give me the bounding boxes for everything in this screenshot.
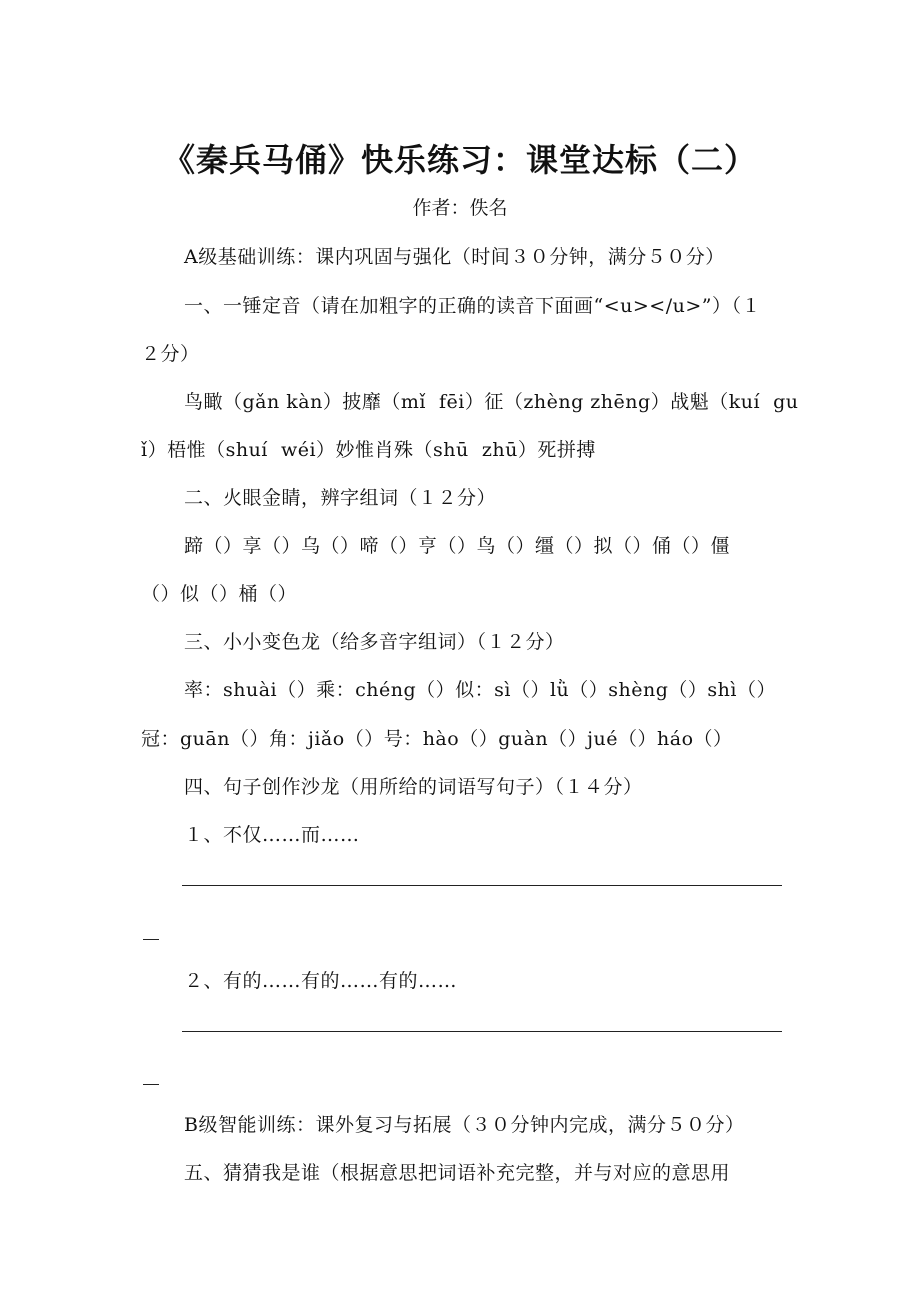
question-1-items: 鸟瞰（gǎn kàn）披靡（mǐ fēi）征（zhèng zhēng）战魁（kuí gu [184, 391, 799, 413]
question-1-instruction: 一、一锤定音（请在加粗字的正确的读音下面画“<u></u>”）（１ [184, 295, 761, 317]
question-4-instruction: 四、句子创作沙龙（用所给的词语写句子）（１４分） [184, 776, 643, 798]
answer-line-2-cont [143, 1084, 159, 1085]
section-b-heading: B级智能训练：课外复习与拓展（３０分钟内完成，满分５０分） [184, 1114, 745, 1136]
question-2-instruction: 二、火眼金睛，辨字组词（１２分） [184, 487, 497, 509]
question-1-items-cont: ǐ）梧惟（shuí wéi）妙惟肖殊（shū zhū）死拼搏 [141, 439, 596, 461]
question-1-instruction-cont: ２分） [141, 343, 200, 365]
answer-line-2[interactable] [182, 1031, 782, 1032]
answer-line-1-cont [143, 939, 159, 940]
question-5-instruction: 五、猜猜我是谁（根据意思把词语补充完整，并与对应的意思用 [184, 1162, 731, 1184]
answer-line-1[interactable] [182, 885, 782, 886]
question-3-items-cont: 冠：guān（）角：jiǎo（）号：hào（）guàn（）jué（）háo（） [141, 728, 733, 750]
document-title: 《秦兵马俑》快乐练习：课堂达标（二） [162, 141, 757, 179]
question-3-instruction: 三、小小变色龙（给多音字组词）（１２分） [184, 631, 565, 653]
question-4-item-2: ２、有的……有的……有的…… [184, 970, 458, 992]
question-3-items: 率：shuài（）乘：chéng（）似：sì（）lǜ（）shèng（）shì（） [184, 679, 776, 701]
question-4-item-1: １、不仅……而…… [184, 824, 360, 846]
author-line: 作者：佚名 [412, 197, 508, 219]
section-a-heading: A级基础训练：课内巩固与强化（时间３０分钟，满分５０分） [184, 246, 725, 268]
question-2-items: 蹄（）享（）乌（）啼（）亨（）鸟（）缰（）拟（）俑（）僵 [184, 535, 731, 557]
question-2-items-cont: （）似（）桶（） [141, 583, 298, 605]
